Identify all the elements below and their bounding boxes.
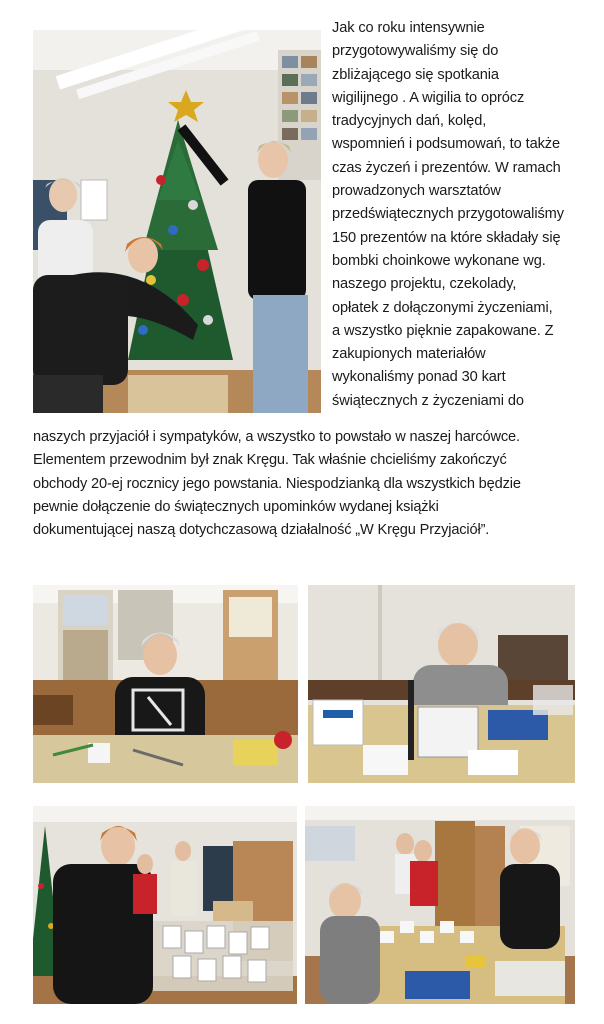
article-text-full	[33, 426, 593, 542]
text-line: zbliżającego się spotkania	[332, 66, 499, 83]
workshop-photo-3	[33, 806, 297, 1004]
text-line: wykonaliśmy ponad 30 kart	[332, 369, 506, 386]
text-line: Jak co roku intensywnie	[332, 20, 485, 36]
text-line: dokumentującej naszą dotychczasową działalność „W Kręgu Przyjaciół”.	[33, 522, 490, 539]
text-line: naszych przyjaciół i sympatyków, a wszystko to powstało w naszej harcówce.	[33, 429, 520, 445]
text-line: opłatek z dołączonymi życzeniami,	[332, 299, 553, 316]
text-line: przedświątecznych przygotowaliśmy	[332, 206, 564, 223]
text-line: świątecznych z życzeniami do	[332, 392, 524, 409]
text-line: przygotowywaliśmy się do	[332, 43, 499, 60]
text-line: czas życzeń i prezentów. W ramach	[332, 159, 561, 176]
christmas-tree-photo	[33, 30, 321, 413]
article-text-side	[332, 17, 594, 413]
text-line: naszego projektu, czekolady,	[332, 276, 517, 293]
text-line: wspomnień i podsumowań, to także	[332, 136, 560, 153]
workshop-photo-4	[305, 806, 575, 1004]
text-line: Elementem przewodnim był znak Kręgu. Tak właśnie chcieliśmy zakończyć	[33, 452, 507, 469]
text-line: wigilijnego . A wigilia to oprócz	[332, 89, 525, 106]
text-line: tradycyjnych dań, kolęd,	[332, 113, 487, 130]
workshop-photo-2	[308, 585, 575, 783]
text-line: bombki choinkowe wykonane wg.	[332, 252, 546, 269]
text-line: 150 prezentów na które składały się	[332, 229, 561, 246]
text-line: a wszystko pięknie zapakowane. Z	[332, 322, 554, 339]
workshop-photo-1	[33, 585, 298, 783]
text-line: prowadzonych warsztatów	[332, 183, 501, 200]
text-line: pewnie dołączenie do świątecznych upominków wydanej książki	[33, 498, 439, 515]
text-line: obchody 20-ej rocznicy jego powstania. Niespodzianką dla wszystkich będzie	[33, 475, 521, 492]
text-line: zakupionych materiałów	[332, 346, 486, 363]
